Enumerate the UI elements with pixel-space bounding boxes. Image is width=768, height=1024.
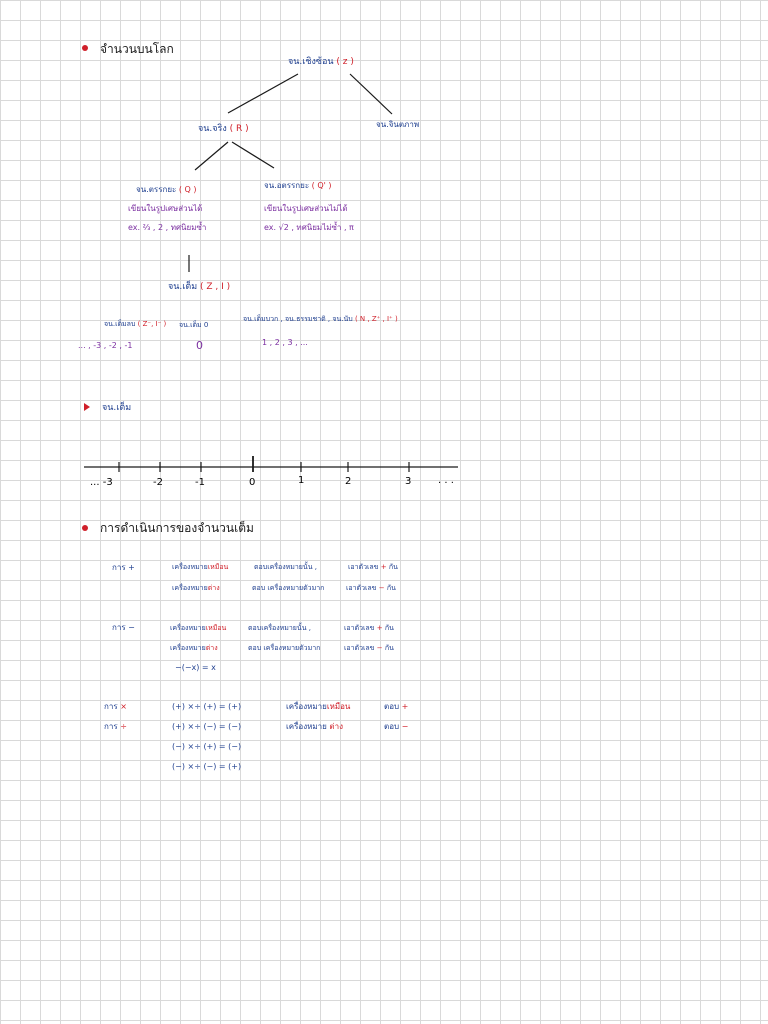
mul-op-label: การ <box>104 702 118 711</box>
mul-same-c: ตอบ <box>384 702 400 711</box>
sub-r1-f: กัน <box>384 624 394 632</box>
tick-label-3: 3 <box>405 476 412 487</box>
line-complex-real <box>228 74 298 113</box>
sub-r1-a: เครื่องหมาย <box>170 624 206 632</box>
mul-line-3: (−) ×÷ (+) = (−) <box>172 742 242 751</box>
mul-same <box>286 703 350 711</box>
mul-diff-d: − <box>401 722 409 731</box>
add-r2-a: เครื่องหมาย <box>172 584 208 592</box>
tick-label-minus2: -2 <box>153 477 163 488</box>
section3-heading: การดำเนินการของจำนวนเต็ม <box>100 521 254 535</box>
tick-label-0: 0 <box>249 477 256 488</box>
section1-heading: จำนวนบนโลก <box>100 42 174 56</box>
add-r2-f: กัน <box>386 584 396 592</box>
complex-symbol: ( z ) <box>336 57 354 67</box>
line-complex-imag <box>350 74 392 114</box>
div-op-label: การ <box>104 722 118 731</box>
add-r1-d: เอาตัวเลข <box>348 563 379 571</box>
mul-diff <box>286 723 343 731</box>
rational-desc: เขียนในรูปเศษส่วนได้ <box>128 204 203 213</box>
irrational-node <box>264 182 332 190</box>
sub-r1-c: ตอบเครื่องหมายนั้น , <box>248 624 311 632</box>
mul-diff-b: ต่าง <box>329 722 343 731</box>
tick-label-1: 1 <box>298 475 305 486</box>
tick-label-minus3: ... -3 <box>90 477 113 488</box>
add-row1 <box>172 564 228 571</box>
sub-row1 <box>170 625 226 632</box>
real-label: จน.จริง <box>198 124 227 134</box>
real-symbol: ( R ) <box>229 124 249 134</box>
add-r1-c: ตอบเครื่องหมายนั้น , <box>254 563 317 571</box>
integer-label: จน.เต็ม <box>168 282 198 292</box>
add-r1-b: เหมือน <box>207 563 229 571</box>
negative-symbol: ( Z⁻, I⁻ ) <box>137 320 167 328</box>
positive-node <box>243 316 398 323</box>
mul-same-b: เหมือน <box>326 702 351 711</box>
add-r2-d: เอาตัวเลข <box>346 584 377 592</box>
mul-op <box>104 703 127 711</box>
sub-rule: −(−x) = x <box>175 663 216 672</box>
sub-r1-e: + <box>376 624 383 632</box>
zero-label: จน.เต็ม 0 <box>179 321 209 329</box>
mul-same-d: + <box>401 702 409 711</box>
div-op <box>104 723 127 731</box>
rational-label: จน.ตรรกยะ <box>136 185 177 194</box>
mul-diff-a: เครื่องหมาย <box>286 722 327 731</box>
negative-node <box>104 321 166 328</box>
mul-diff-answer <box>384 723 408 731</box>
add-r2-b: ต่าง <box>207 584 220 592</box>
sub-r1-d: เอาตัวเลข <box>344 624 375 632</box>
zero-values: 0 <box>196 339 203 352</box>
section2-heading: จน.เต็ม <box>102 403 132 413</box>
positive-label: จน.เต็มบวก , จน.ธรรมชาติ , จน.นับ <box>243 315 353 323</box>
sub-r1-tail <box>344 625 394 632</box>
mul-same-answer <box>384 703 408 711</box>
sub-r2-f: กัน <box>384 644 394 652</box>
sub-r2-e: − <box>376 644 383 652</box>
positive-symbol: ( N , Z⁺ , I⁺ ) <box>354 315 398 323</box>
irrational-symbol: ( Q' ) <box>311 181 332 190</box>
rational-node <box>136 186 197 194</box>
add-r1-a: เครื่องหมาย <box>172 563 208 571</box>
add-r2-c: ตอบ เครื่องหมายตัวมาก <box>252 584 325 592</box>
bullet-section2 <box>84 403 90 411</box>
mul-op-symbol: × <box>120 702 127 711</box>
negative-label: จน.เต็มลบ <box>104 320 136 328</box>
mul-line-1: (+) ×÷ (+) = (+) <box>172 702 242 711</box>
sub-r2-d: เอาตัวเลข <box>344 644 375 652</box>
positive-values: 1 , 2 , 3 , ... <box>262 338 308 347</box>
mul-diff-c: ตอบ <box>384 722 400 731</box>
add-row2 <box>172 585 220 592</box>
tick-label-2: 2 <box>345 476 352 487</box>
bullet-section3 <box>82 525 88 531</box>
sub-r2-c: ตอบ เครื่องหมายตัวมาก <box>248 644 321 652</box>
integer-node <box>168 283 230 292</box>
div-op-symbol: ÷ <box>120 722 127 731</box>
add-r1-f: กัน <box>388 563 398 571</box>
tick-label-ellipsis: . . . <box>438 475 454 486</box>
imaginary-label: จน.จินตภาพ <box>376 120 420 129</box>
rational-symbol: ( Q ) <box>178 185 197 194</box>
irrational-label: จน.อตรรกยะ <box>264 181 310 190</box>
complex-label: จน.เชิงซ้อน <box>288 57 334 67</box>
sub-row2 <box>170 645 218 652</box>
integer-symbol: ( Z , I ) <box>200 282 231 292</box>
irrational-example: ex. √2 , ทศนิยมไม่ซ้ำ , π <box>264 223 354 232</box>
add-r1-e: + <box>380 563 387 571</box>
mul-line-4: (−) ×÷ (−) = (+) <box>172 762 242 771</box>
tick-label-minus1: -1 <box>195 477 205 488</box>
rational-example: ex. ⅔ , 2 , ทศนิยมซ้ำ <box>128 223 207 232</box>
irrational-desc: เขียนในรูปเศษส่วนไม่ได้ <box>264 204 348 213</box>
negative-values: ... , -3 , -2 , -1 <box>78 341 133 350</box>
add-op: การ + <box>112 563 135 572</box>
mul-same-a: เครื่องหมาย <box>286 702 327 711</box>
sub-op: การ − <box>112 623 135 632</box>
sub-r2-tail <box>344 645 394 652</box>
sub-r2-b: ต่าง <box>205 644 218 652</box>
sub-r2-a: เครื่องหมาย <box>170 644 206 652</box>
add-r2-tail <box>346 585 396 592</box>
line-real-rational <box>195 142 228 170</box>
sub-r1-b: เหมือน <box>205 624 227 632</box>
add-r2-e: − <box>378 584 385 592</box>
mul-line-2: (+) ×÷ (−) = (−) <box>172 722 242 731</box>
line-real-irrational <box>232 142 274 168</box>
add-r1-tail <box>348 564 398 571</box>
real-node <box>198 125 249 134</box>
